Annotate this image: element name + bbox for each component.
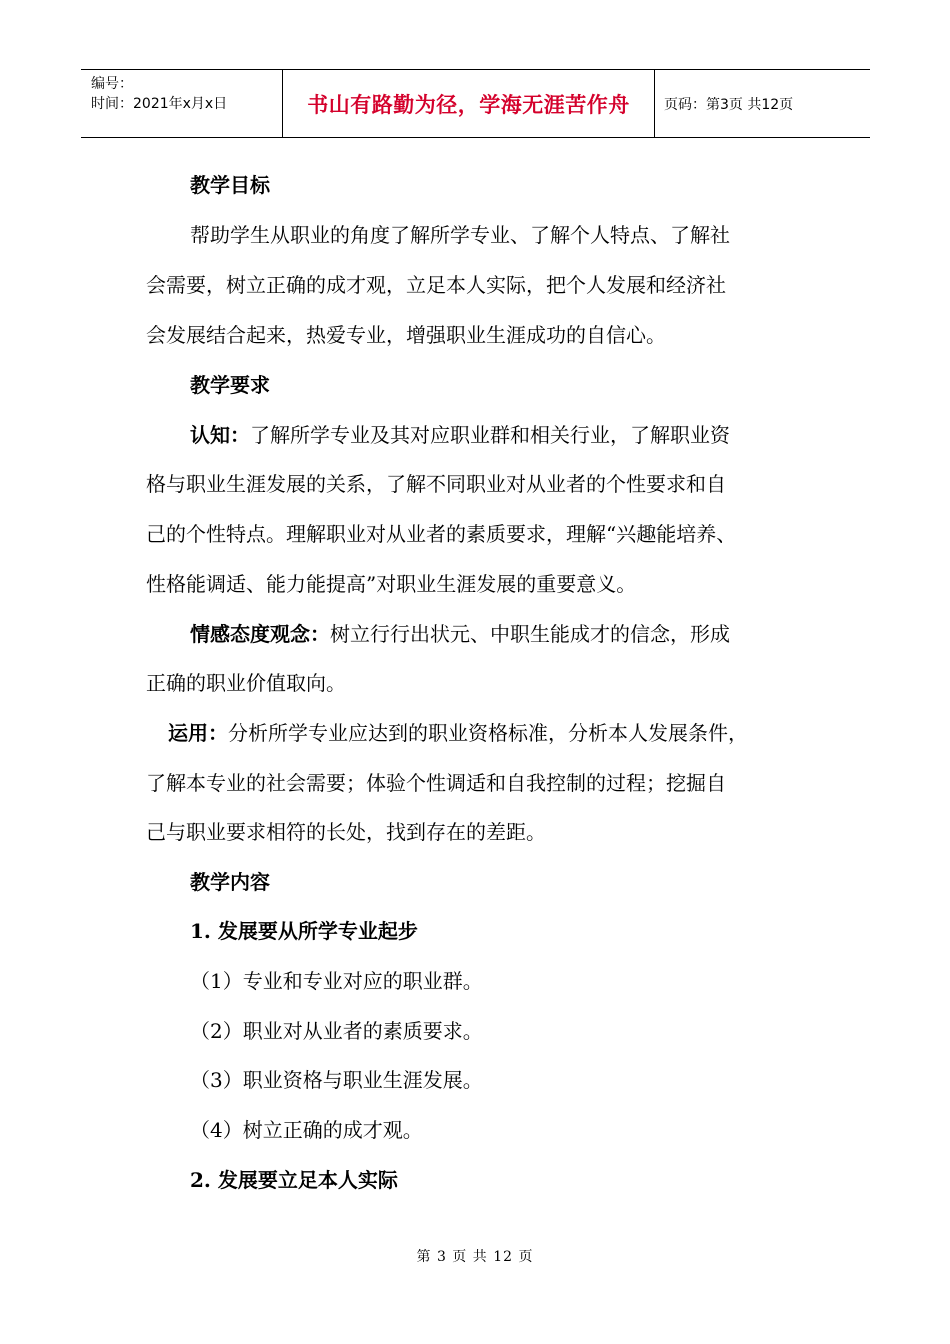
header-motto-cell — [283, 70, 655, 137]
section1-item-2: （2）职业对从业者的素质要求。 — [190, 1019, 483, 1043]
req-heading: 教学要求 — [190, 373, 270, 397]
cognition-label: 认知： — [190, 423, 250, 447]
cognition-line-3: 己的个性特点。理解职业对从业者的素质要求，理解“兴趣能培养、 — [146, 522, 737, 546]
cognition-line-2: 格与职业生涯发展的关系，了解不同职业对从业者的个性要求和自 — [146, 472, 726, 496]
header-meta-cell — [81, 70, 283, 137]
page-info: 页码：第3页 共12页 — [664, 96, 794, 113]
cognition-line-1 — [190, 421, 730, 449]
content-heading: 教学内容 — [190, 870, 270, 894]
goal-heading: 教学目标 — [190, 173, 270, 197]
header-page-cell — [655, 70, 870, 137]
apply-line-2: 了解本专业的社会需要；体验个性调适和自我控制的过程；挖掘自 — [146, 771, 726, 795]
cognition-line-4: 性格能调适、能力能提高”对职业生涯发展的重要意义。 — [146, 572, 637, 596]
emotion-text-1: 树立行行出状元、中职生能成才的信念，形成 — [330, 622, 730, 646]
apply-line-3: 己与职业要求相符的长处，找到存在的差距。 — [146, 820, 546, 844]
apply-label: 运用： — [168, 721, 228, 745]
motto-text: 书山有路勤为径，学海无涯苦作舟 — [307, 92, 630, 117]
emotion-line-1 — [190, 620, 730, 648]
cognition-text-1: 了解所学专业及其对应职业群和相关行业，了解职业资 — [250, 423, 730, 447]
goal-line-1: 帮助学生从职业的角度了解所学专业、了解个人特点、了解社 — [190, 223, 730, 247]
time-label: 时间：2021年x月x日 — [91, 96, 228, 112]
section1-item-4: （4）树立正确的成才观。 — [190, 1118, 423, 1142]
section1-item-3: （3）职业资格与职业生涯发展。 — [190, 1068, 483, 1092]
emotion-label: 情感态度观念： — [190, 622, 330, 646]
goal-line-2: 会需要，树立正确的成才观，立足本人实际，把个人发展和经济社 — [146, 273, 726, 297]
section2-title: 2. 发展要立足本人实际 — [190, 1168, 398, 1192]
section1-title: 1. 发展要从所学专业起步 — [190, 919, 418, 943]
page-header — [81, 69, 870, 138]
goal-line-3: 会发展结合起来，热爱专业，增强职业生涯成功的自信心。 — [146, 323, 666, 347]
page-footer: 第 3 页 共 12 页 — [416, 1249, 534, 1265]
apply-text-1: 分析所学专业应达到的职业资格标准，分析本人发展条件， — [228, 721, 748, 745]
number-label: 编号： — [91, 76, 133, 92]
section1-item-1: （1）专业和专业对应的职业群。 — [190, 969, 483, 993]
apply-line-1 — [168, 719, 748, 747]
emotion-line-2: 正确的职业价值取向。 — [146, 671, 346, 695]
